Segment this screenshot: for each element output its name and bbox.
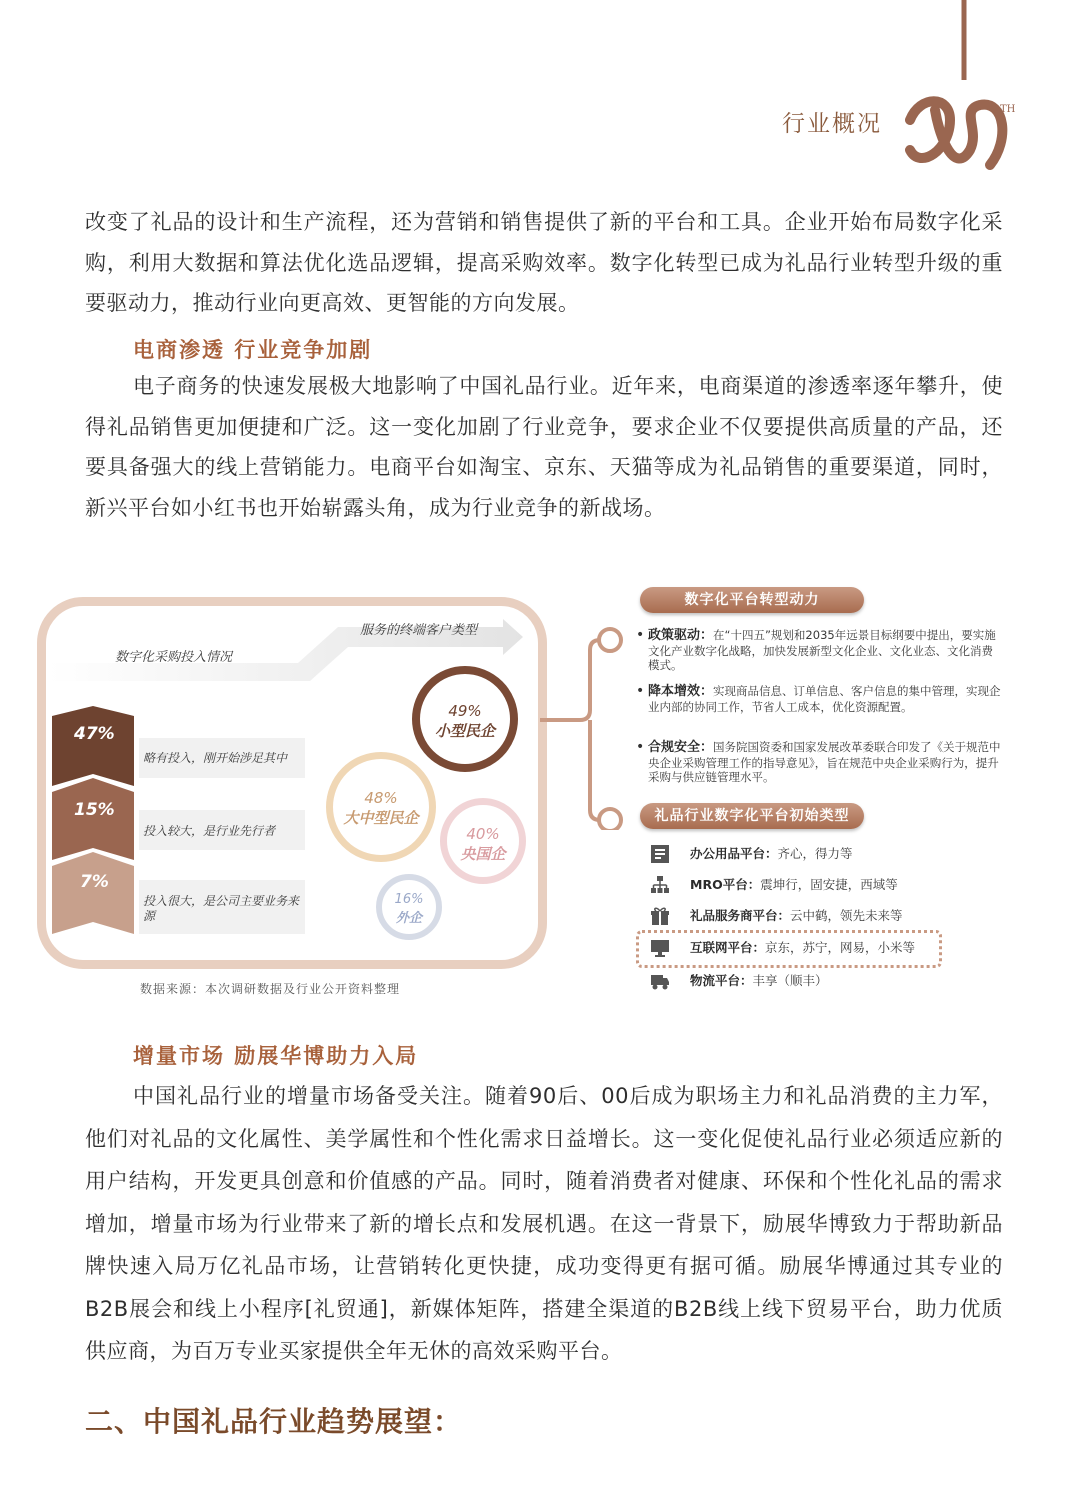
paragraph-ecommerce: 电子商务的快速发展极大地影响了中国礼品行业。近年来，电商渠道的渗透率逐年攀升，使得礼品销售更加便捷和广泛。这一变化加剧了行业竞争，要求企业不仅要提供高质量的产品，还要具备强大的线上营销能力。电商平台如淘宝、京东、天猫等成为礼品销售的重要渠道，同时，新兴平台如小红书也开始崭露头角，成为行业竞争的新战场。	[85, 374, 1003, 520]
investment-band-2	[139, 810, 305, 850]
customer-name-1: 小型民企	[434, 722, 495, 740]
driver-item-compliance: • 合规安全：国务院国资委和国家发展改革委联合印发了《关于规范中央企业采购管理工作的指导意见》，旨在规范中央企业采购行为，提升采购与供应链管理水平。	[636, 739, 1001, 784]
platform-row-gift	[650, 905, 990, 927]
section-title-trends: 二、中国礼品行业趋势展望：	[85, 1405, 463, 1438]
customer-name-3: 央国企	[460, 845, 506, 863]
driver-name-2: 降本增效：	[648, 684, 714, 699]
customer-pct-1: 49%	[448, 702, 482, 720]
platform-name-4: 互联网平台：	[690, 940, 766, 955]
connector-lines	[540, 620, 640, 830]
investment-title: 数字化采购投入情况	[115, 650, 233, 665]
driver-item-cost: • 降本增效：实现商品信息、订单信息、客户信息的集中管理，实现企业内部的协同工作，节省人工成本，优化资源配置。	[636, 683, 1001, 714]
customer-pct-4: 16%	[394, 892, 424, 907]
section-header-label: 行业概况	[782, 111, 882, 137]
subheading-incremental-market: 增量市场 励展华博助力入局	[133, 1044, 419, 1068]
truck-icon	[650, 971, 670, 991]
platform-row-office	[650, 843, 990, 865]
platform-row-mro	[650, 874, 990, 896]
platform-examples-2: 震坤行，固安捷，西域等	[760, 877, 898, 892]
document-icon	[650, 844, 670, 864]
customer-circle-small-private	[412, 666, 518, 772]
platform-name-2: MRO平台：	[690, 877, 761, 892]
subheading-ecommerce: 电商渗透 行业竞争加剧	[133, 338, 373, 362]
org-chart-icon	[650, 875, 670, 895]
drivers-title-pill: 数字化平台转型动力	[640, 587, 864, 613]
platform-row-internet	[650, 937, 940, 959]
customer-circle-soe	[440, 798, 526, 884]
paragraph-digital-transformation: 改变了礼品的设计和生产流程，还为营销和销售提供了新的平台和工具。企业开始布局数字化采购，利用大数据和算法优化选品逻辑，提高采购效率。数字化转型已成为礼品行业转型升级的重要驱动力，推动行业向更高效、更智能的方向发展。	[85, 210, 1003, 316]
driver-name-1: 政策驱动：	[648, 628, 714, 643]
platform-examples-1: 齐心，得力等	[777, 846, 853, 861]
driver-name-3: 合规安全：	[648, 740, 714, 755]
platforms-title-pill: 礼品行业数字化平台初始类型	[640, 803, 864, 829]
platform-examples-3: 云中鹤，领先未来等	[790, 908, 903, 923]
driver-text-3: 国务院国资委和国家发展改革委联合印发了《关于规范中央企业采购管理工作的指导意见》，旨在规范中央企业采购行为，提升采购与供应链管理水平。	[648, 740, 1001, 784]
customer-name-4: 外企	[395, 911, 422, 926]
investment-band-1	[139, 738, 305, 778]
logo-th: TH	[1000, 104, 1016, 115]
investment-pct-3: 7%	[80, 872, 109, 892]
investment-pct-1: 47%	[74, 724, 115, 744]
paragraph-incremental-market: 中国礼品行业的增量市场备受关注。随着90后、00后成为职场主力和礼品消费的主力军，他们对礼品的文化属性、美学属性和个性化需求日益增长。这一变化促使礼品行业必须适应新的用户结构，开发更具创意和价值感的产品。同时，随着消费者对健康、环保和个性化礼品的需求增加，增量市场为行业带来了新的增长点和发展机遇。在这一背景下，励展华博致力于帮助新品牌快速入局万亿礼品市场，让营销转化更快捷，成功变得更有据可循。励展华博通过其专业的B2B展会和线上小程序[礼贸通]，新媒体矩阵，搭建全渠道的B2B线上线下贸易平台，助力优质供应商，为百万专业买家提供全年无休的高效采购平台。	[85, 1084, 1003, 1363]
monitor-icon	[650, 938, 670, 958]
platform-examples-5: 丰享（顺丰）	[752, 973, 828, 988]
driver-text-1: 在“十四五”规划和2035年远景目标纲要中提出，要实施文化产业数字化战略，加快发展新型文化企业、文化业态、文化消费模式。	[648, 628, 996, 672]
customer-circle-foreign	[376, 874, 442, 940]
platform-name-5: 物流平台：	[690, 973, 753, 988]
platform-examples-4: 京东，苏宁，网易，小米等	[765, 940, 916, 955]
investment-desc-2: 投入较大，是行业先行者	[143, 824, 276, 838]
chevron-level-1	[52, 706, 134, 786]
customer-pct-3: 40%	[466, 825, 500, 843]
platform-name-3: 礼品服务商平台：	[690, 908, 791, 923]
driver-item-policy: • 政策驱动：在“十四五”规划和2035年远景目标纲要中提出，要实施文化产业数字化战略，加快发展新型文化企业、文化业态、文化消费模式。	[636, 627, 996, 672]
investment-band-3	[139, 880, 305, 934]
customers-title: 服务的终端客户类型	[360, 623, 478, 638]
anniversary-logo	[880, 0, 1020, 180]
platform-name-1: 办公用品平台：	[690, 846, 778, 861]
investment-desc-1: 略有投入，刚开始涉足其中	[143, 751, 288, 765]
customer-circle-large-private	[326, 752, 436, 862]
investment-desc-3: 投入很大，是公司主要业务来源	[143, 894, 300, 923]
data-source-note: 数据来源：本次调研数据及行业公开资料整理	[140, 982, 401, 996]
customer-name-2: 大中型民企	[343, 809, 419, 827]
investment-pct-2: 15%	[74, 800, 115, 820]
customer-pct-2: 48%	[364, 789, 398, 807]
driver-text-2: 实现商品信息、订单信息、客户信息的集中管理，实现企业内部的协同工作，节省人工成本，优化资源配置。	[648, 684, 1001, 714]
gift-icon	[650, 906, 670, 926]
platform-row-logistics	[650, 970, 990, 992]
chevron-level-3	[52, 852, 134, 934]
